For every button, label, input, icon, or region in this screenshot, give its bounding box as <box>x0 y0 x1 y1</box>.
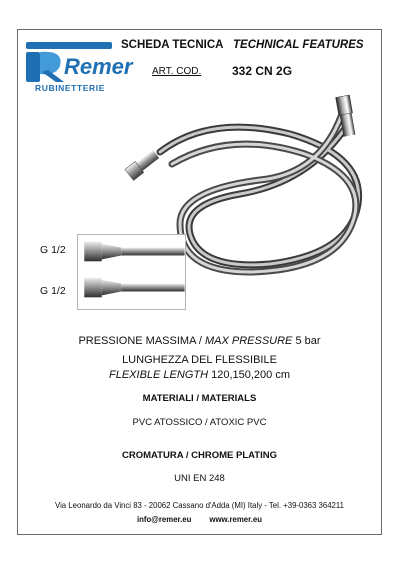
length-it: LUNGHEZZA DEL FLESSIBILE <box>122 354 277 366</box>
materials-value: PVC ATOSSICO / ATOXIC PVC <box>132 417 267 428</box>
flexible-length-line <box>17 369 382 381</box>
length-en: FLEXIBLE LENGTH <box>109 369 209 381</box>
pressure-it: PRESSIONE MASSIMA / <box>78 335 202 347</box>
thread-size-bottom: G 1/2 <box>40 285 66 297</box>
thread-size-top: G 1/2 <box>40 244 66 256</box>
length-value: 120,150,200 cm <box>211 369 290 381</box>
materials-title: MATERIALI / MATERIALS <box>142 393 257 404</box>
art-code-label: ART. COD. <box>152 66 202 77</box>
website-link[interactable]: www.remer.eu <box>209 515 262 524</box>
pressure-en: MAX PRESSURE <box>204 335 293 347</box>
title-en: TECHNICAL FEATURES <box>233 39 364 51</box>
fittings-detail-image <box>77 234 186 310</box>
title-it: SCHEDA TECNICA <box>121 39 224 51</box>
contact-line <box>17 515 382 524</box>
plating-title: CROMATURA / CHROME PLATING <box>122 450 277 461</box>
art-code-value: 332 CN 2G <box>232 64 293 78</box>
brand-subtitle: RUBINETTERIE <box>34 83 105 93</box>
pressure-value: 5 bar <box>295 335 321 347</box>
max-pressure-line <box>17 335 382 347</box>
email-link[interactable]: info@remer.eu <box>137 515 192 524</box>
company-address: Via Leonardo da Vinci 83 - 20062 Cassano d'Adda (MI) Italy - Tel. +39-0363 364211 <box>55 501 344 510</box>
brand-name: Remer <box>64 54 133 79</box>
plating-value: UNI EN 248 <box>174 473 225 484</box>
